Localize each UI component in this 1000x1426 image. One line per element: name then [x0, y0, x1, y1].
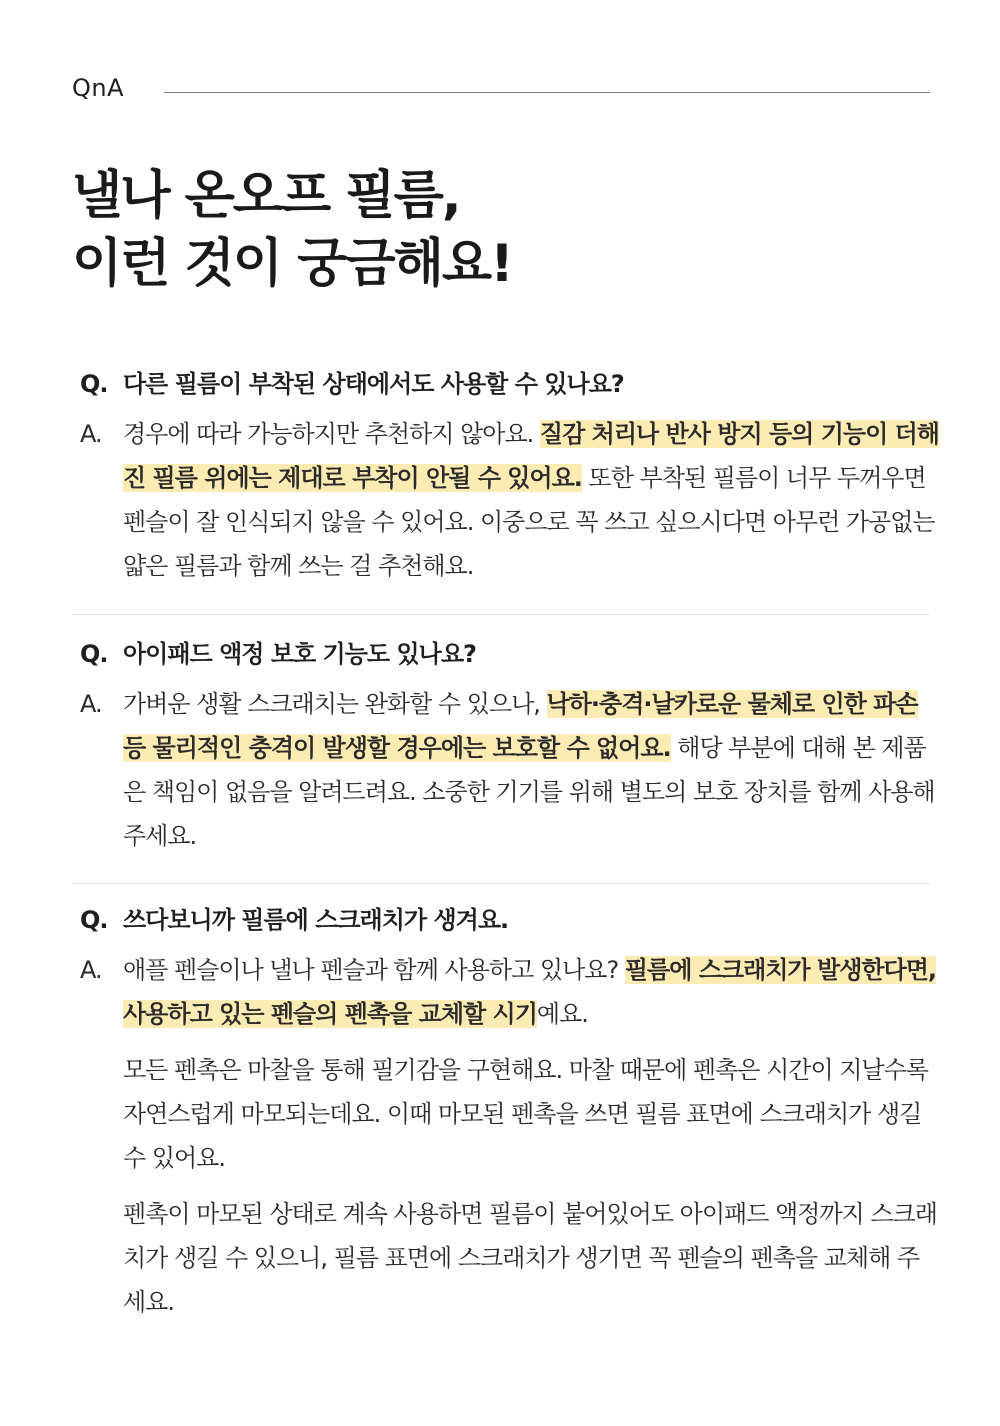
question-text: 쓰다보니까 필름에 스크래치가 생겨요. [123, 906, 509, 934]
question-marker: Q. [80, 906, 108, 934]
answer-marker: A. [80, 420, 102, 448]
highlighted-text: 필름에 스크래치가 발생한다면, 사용하고 있는 펜슬의 펜촉을 교체할 시기 [123, 956, 937, 1028]
header-divider [164, 92, 930, 93]
section-label: QnA [72, 74, 125, 102]
section-header [72, 72, 930, 108]
answer-paragraph [123, 948, 940, 1036]
answer-text-run: 애플 펜슬이나 낼나 펜슬과 함께 사용하고 있나요? [123, 956, 625, 984]
qa-divider-2 [72, 883, 930, 884]
answer-paragraph [123, 1192, 940, 1324]
answer-text-run: 예요. [536, 1000, 588, 1028]
title-line-2: 이런 것이 궁금해요! [72, 234, 512, 294]
page-title [72, 162, 512, 298]
answer-text [123, 412, 940, 588]
qa-item-2 [80, 636, 940, 858]
answer-text-run: 펜촉이 마모된 상태로 계속 사용하면 필름이 붙어있어도 아이패드 액정까지 스크래치가 생길 수 있으니, 필름 표면에 스크래치가 생기면 꼭 펜슬의 펜촉을 교체해 주세요. [123, 1200, 937, 1316]
answer-text-run: 가벼운 생활 스크래치는 완화할 수 있으나, [123, 690, 547, 718]
answer-paragraph [123, 1048, 940, 1180]
answer-row [80, 948, 940, 1324]
title-line-1: 낼나 온오프 필름, [72, 166, 460, 226]
answer-marker: A. [80, 690, 102, 718]
answer-row [80, 412, 940, 588]
answer-text [123, 948, 940, 1324]
highlighted-text: 질감 처리나 반사 방지 등의 기능이 더해진 필름 위에는 제대로 부착이 안될 수 있어요. [123, 420, 939, 492]
question-text: 다른 필름이 부착된 상태에서도 사용할 수 있나요? [123, 370, 624, 398]
question-marker: Q. [80, 640, 108, 668]
qa-item-3 [80, 902, 940, 1324]
question-marker: Q. [80, 370, 108, 398]
answer-marker: A. [80, 956, 102, 984]
answer-text [123, 682, 940, 858]
question-row [80, 366, 940, 402]
question-row [80, 902, 940, 938]
answer-text-run: 경우에 따라 가능하지만 추천하지 않아요. [123, 420, 540, 448]
question-text: 아이패드 액정 보호 기능도 있나요? [123, 640, 476, 668]
highlighted-text: 낙하·충격·날카로운 물체로 인한 파손 등 물리적인 충격이 발생할 경우에는 보호할 수 없어요. [123, 690, 918, 762]
answer-paragraph [123, 682, 940, 858]
answer-text-run: 또한 부착된 필름이 너무 두꺼우면 펜슬이 잘 인식되지 않을 수 있어요. 이중으로 꼭 쓰고 싶으시다면 아무런 가공없는 얇은 필름과 함께 쓰는 걸 추천해요. [123, 464, 935, 580]
question-row [80, 636, 940, 672]
answer-text-run: 해당 부분에 대해 본 제품은 책임이 없음을 알려드려요. 소중한 기기를 위해 별도의 보호 장치를 함께 사용해 주세요. [123, 734, 935, 850]
qa-divider-1 [72, 614, 930, 615]
qa-item-1 [80, 366, 940, 588]
answer-text-run: 모든 펜촉은 마찰을 통해 필기감을 구현해요. 마찰 때문에 펜촉은 시간이 지날수록 자연스럽게 마모되는데요. 이때 마모된 펜촉을 쓰면 필름 표면에 스크래치가 생길 수 있어요. [123, 1056, 928, 1172]
answer-row [80, 682, 940, 858]
answer-paragraph [123, 412, 940, 588]
